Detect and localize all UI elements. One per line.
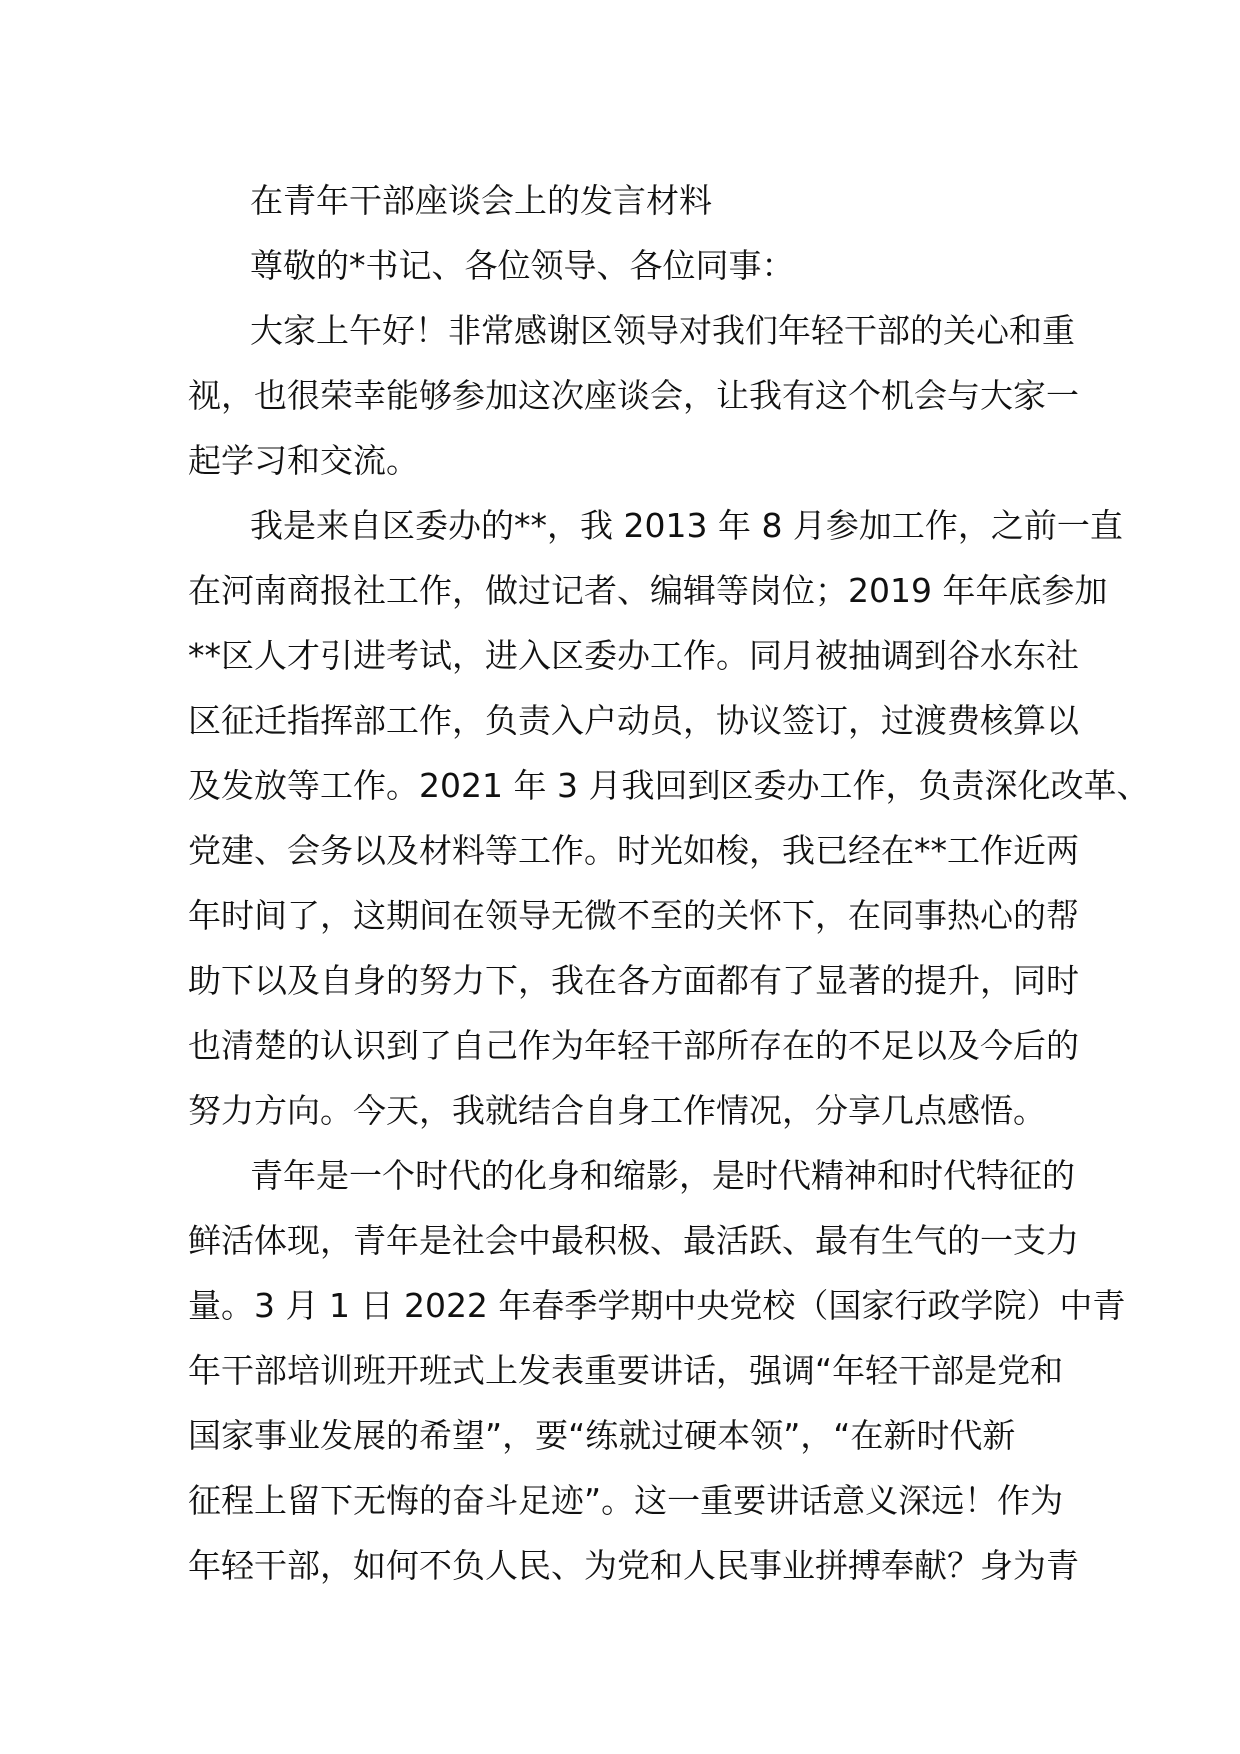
paragraph-line: 年轻干部，如何不负人民、为党和人民事业拼搏奉献？身为青 (188, 1546, 1079, 1585)
paragraph-line: 年时间了，这期间在领导无微不至的关怀下，在同事热心的帮 (188, 896, 1079, 935)
paragraph-line: 年干部培训班开班式上发表重要讲话，强调“年轻干部是党和 (188, 1351, 1064, 1390)
document-body (188, 168, 1150, 1598)
paragraph-line: 征程上留下无悔的奋斗足迹”。这一重要讲话意义深远！作为 (188, 1481, 1064, 1520)
paragraph-line: 量。3 月 1 日 2022 年春季学期中央党校（国家行政学院）中青 (188, 1286, 1126, 1325)
paragraph-line: 青年是一个时代的化身和缩影，是时代精神和时代特征的 (250, 1156, 1075, 1195)
paragraph-line: 助下以及自身的努力下，我在各方面都有了显著的提升，同时 (188, 961, 1079, 1000)
paragraph-line: 在河南商报社工作，做过记者、编辑等岗位；2019 年年底参加 (188, 571, 1108, 610)
salutation: 尊敬的*书记、各位领导、各位同事： (250, 246, 795, 285)
paragraph-line: 努力方向。今天，我就结合自身工作情况，分享几点感悟。 (188, 1091, 1046, 1130)
paragraph-line: 国家事业发展的希望”，要“练就过硬本领”，“在新时代新 (188, 1416, 1016, 1455)
paragraph-line: 视，也很荣幸能够参加这次座谈会，让我有这个机会与大家一 (188, 376, 1079, 415)
paragraph-line: 区征迁指挥部工作，负责入户动员，协议签订，过渡费核算以 (188, 701, 1079, 740)
paragraph-line: 鲜活体现，青年是社会中最积极、最活跃、最有生气的一支力 (188, 1221, 1079, 1260)
document-title: 在青年干部座谈会上的发言材料 (250, 181, 712, 220)
paragraph-line: 及发放等工作。2021 年 3 月我回到区委办工作，负责深化改革、 (188, 766, 1150, 805)
paragraph-line: 党建、会务以及材料等工作。时光如梭，我已经在**工作近两 (188, 831, 1079, 870)
paragraph-line: 大家上午好！非常感谢区领导对我们年轻干部的关心和重 (250, 311, 1075, 350)
paragraph-line: 起学习和交流。 (188, 441, 419, 480)
paragraph-line: 我是来自区委办的**，我 2013 年 8 月参加工作，之前一直 (250, 506, 1123, 545)
paragraph-line: 也清楚的认识到了自己作为年轻干部所存在的不足以及今后的 (188, 1026, 1079, 1065)
paragraph-line: **区人才引进考试，进入区委办工作。同月被抽调到谷水东社 (188, 636, 1079, 675)
